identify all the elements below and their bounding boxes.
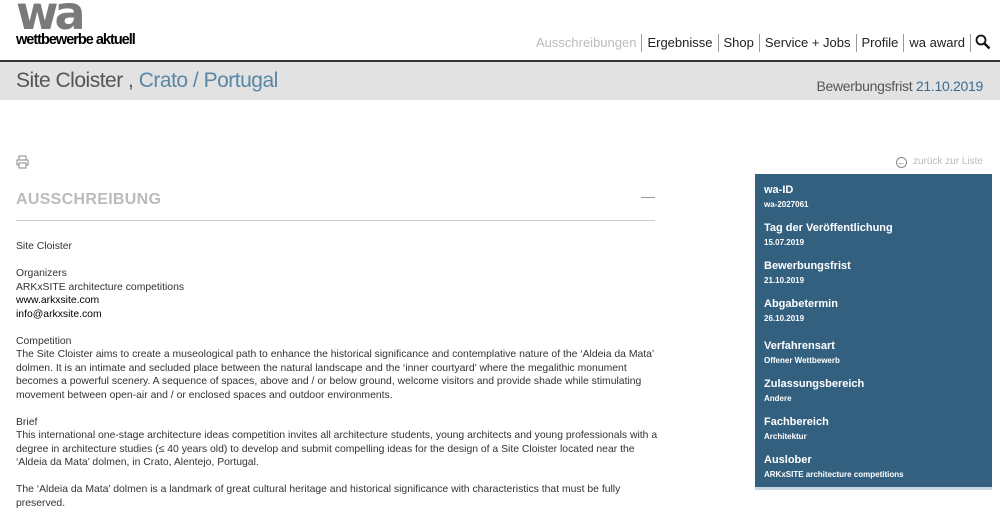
info-value: ARKxSITE architecture competitions [764, 470, 904, 479]
back-to-list-link[interactable] [896, 156, 983, 168]
nav-shop[interactable]: Shop [718, 34, 759, 52]
nav-ergebnisse[interactable]: Ergebnisse [641, 34, 717, 52]
brief-text: This international one-stage architecture ideas competition invites all architecture students, young architects and young professionals with a degree in architecture studies (≤ 40 years old) to develop and submit compelling ideas for the design of a Site Cloister located near the ‘Aldeia da Mata’ dolmen, in Crato, Alentejo, Portugal. [16, 430, 658, 468]
intro: Site Cloister [16, 241, 73, 252]
search-icon[interactable] [970, 34, 990, 52]
info-label: Auslober [764, 454, 812, 466]
info-sidebar [755, 174, 992, 490]
arrow-left-icon: ← [897, 157, 906, 167]
info-submission-date [764, 297, 983, 325]
deadline-label: Bewerbungsfrist [816, 78, 913, 94]
title-separator: , [128, 69, 134, 92]
info-value: Andere [764, 394, 792, 403]
brief-heading: Brief [16, 416, 38, 428]
main-nav [531, 34, 990, 52]
info-value: 26.10.2019 [764, 314, 805, 323]
info-label: wa-ID [764, 184, 794, 196]
competition-location: Crato / Portugal [138, 69, 278, 92]
closing-text: The ‘Aldeia da Mata’ dolmen is a landmark of great cultural heritage and historical significance with characteristics that must be fully preserved. [16, 484, 621, 509]
info-procedure [764, 339, 983, 367]
organizers-heading: Organizers [16, 268, 67, 279]
info-label: Verfahrensart [764, 340, 835, 352]
info-value: 21.10.2019 [764, 276, 805, 285]
info-value: 15.07.2019 [764, 238, 805, 247]
nav-profile[interactable]: Profile [856, 34, 904, 52]
nav-ausschreibungen[interactable]: Ausschreibungen [535, 35, 637, 50]
print-icon[interactable] [16, 155, 29, 169]
section-header[interactable] [16, 188, 655, 221]
info-label: Fachbereich [764, 416, 829, 428]
info-publication-date [764, 221, 983, 249]
info-wa-id [764, 183, 983, 211]
competition-heading: Competition [16, 335, 72, 347]
info-label: Bewerbungsfrist [764, 260, 851, 272]
info-label: Zulassungsbereich [764, 378, 865, 390]
info-field [764, 415, 983, 443]
deadline-date: 21.10.2019 [915, 78, 983, 94]
nav-wa-award[interactable]: wa award [903, 34, 970, 52]
info-label: Tag der Veröffentlichung [764, 222, 893, 234]
competition-block [16, 335, 658, 403]
competition-description [16, 240, 658, 524]
info-value: Architektur [764, 432, 807, 441]
section-title: AUSSCHREIBUNG [16, 191, 162, 208]
info-label: Abgabetermin [764, 298, 838, 310]
nav-service-jobs[interactable]: Service + Jobs [759, 34, 856, 52]
organizers-block [16, 267, 658, 321]
info-value: wa-2027061 [764, 200, 809, 209]
competition-name: Site Cloister [16, 69, 123, 92]
info-value: Offener Wettbewerb [764, 356, 840, 365]
email-link[interactable]: info@arkxsite.com [16, 308, 102, 320]
info-eligibility [764, 377, 983, 405]
logo-mark[interactable]: wa [16, 0, 82, 40]
logo-text[interactable]: wettbewerbe aktuell [16, 32, 135, 48]
brief-block [16, 416, 658, 470]
deadline [816, 78, 983, 95]
competition-text: The Site Cloister aims to create a museological path to enhance the historical significance and contemplative nature of the ‘Aldeia da Mata’ dolmen. It is an intimate and secluded place between the natural landscape and the ‘inner courtyard’ where the megalithic monument becomes a powerful scenery. A sequence of spaces, above and / or below ground, welcome visitors and provide shade while stimulating movement between open-air and / or enclosed spaces and outdoor environments. [16, 349, 654, 401]
organizer-name: ARKxSITE architecture competitions [16, 281, 185, 293]
info-organizer [764, 453, 983, 481]
back-link-label: zurück zur Liste [912, 156, 983, 167]
website-link[interactable]: www.arkxsite.com [16, 295, 100, 306]
info-application-deadline [764, 259, 983, 287]
collapse-icon[interactable] [641, 197, 655, 198]
page-title [16, 69, 278, 93]
